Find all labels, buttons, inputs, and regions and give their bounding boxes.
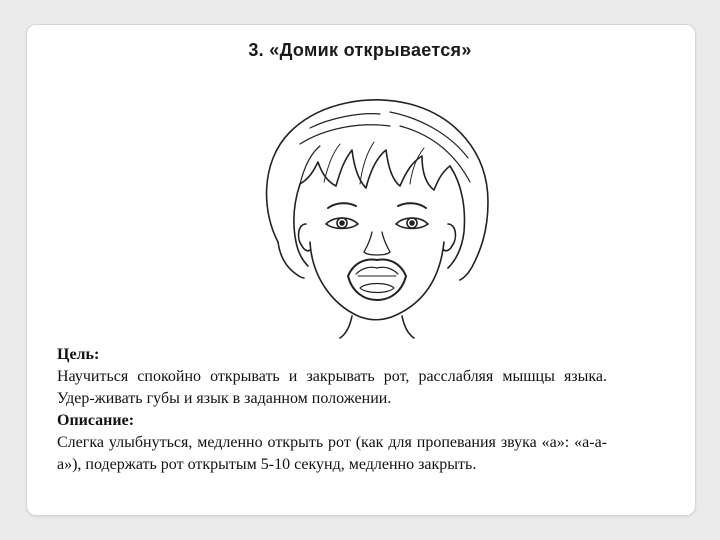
girl-open-mouth-icon <box>240 92 500 340</box>
goal-text: Научиться спокойно открывать и закрывать рот, расслабляя мышцы языка. Удер-живать губы и язык в заданном положении. <box>57 368 607 407</box>
description-text: Слегка улыбнуться, медленно открыть рот (как для пропевания звука «а»: «а-а-а»), подержать рот открытым 5-10 секунд, медленно закрыть. <box>57 434 607 473</box>
exercise-title: 3. «Домик открывается» <box>248 40 472 60</box>
exercise-text <box>57 344 607 476</box>
goal-heading: Цель: <box>57 346 100 363</box>
description-heading: Описание: <box>57 412 135 429</box>
